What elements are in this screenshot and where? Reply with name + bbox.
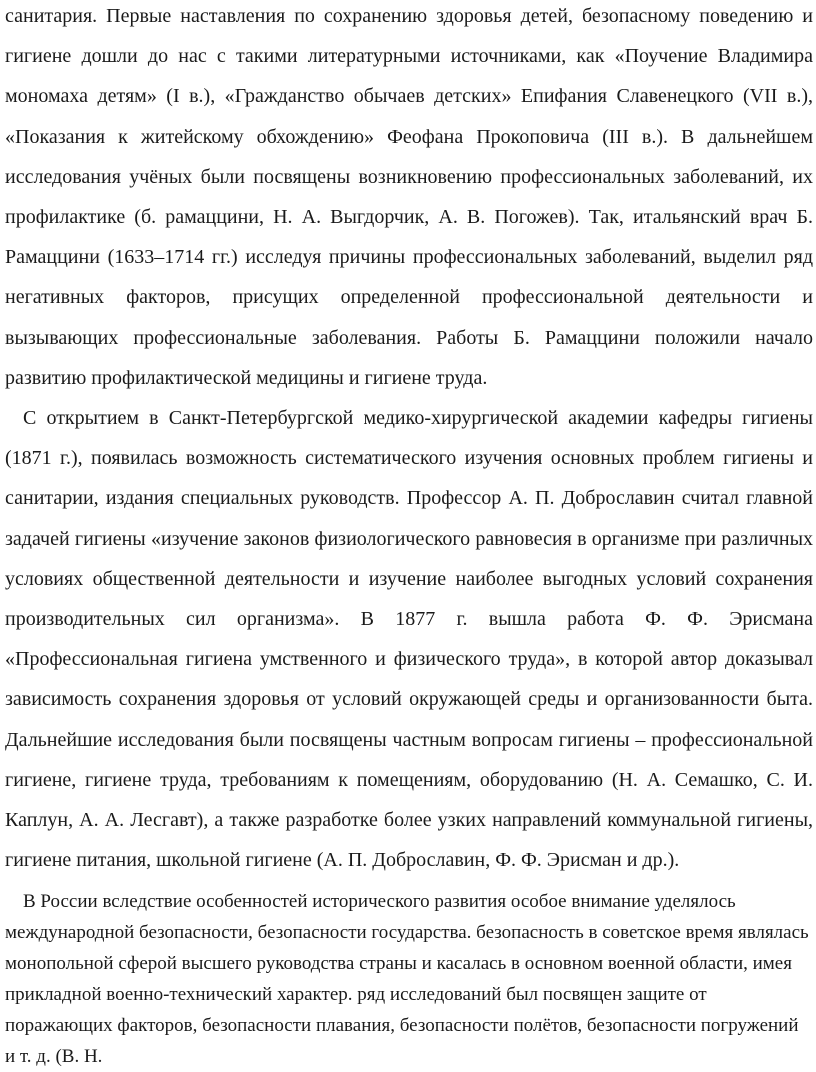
paragraph-safety-in-russia: В России вследствие особенностей исторического развития особое внимание уделялось международной безопасности, безопасности государства. безопасность в советское время являлась монопольной сферой высшего руководства страны и касалась в основном военной области, имея прикладной военно-технический характер. ряд исследований был посвящен защите от поражающих факторов, безопасности плавания, безопасности полётов, безопасности погружений и т. д. (В. Н. bbox=[5, 891, 809, 1068]
paragraph-hygiene-department: С открытием в Санкт-Петербургской медико-хирургической академии кафедры гигиены (1871 г.), появилась возможность систематического изучения основных проблем гигиены и санитарии, издания специальных руководств. Профессор А. П. Доброславин считал главной задачей гигиены «изучение законов физиологического равновесия в организме при различных условиях общественной деятельности и изучение наиболее выгодных условий сохранения производительных сил организма». В 1877 г. вышла работа Ф. Ф. Эрисмана «Профессиональная гигиена умственного и физического труда», в которой автор доказывал зависимость сохранения здоровья от условий окружающей среды и организованности быта. Дальнейшие исследования были посвящены частным вопросам гигиены – профессиональной гигиене, гигиене труда, требованиям к помещениям, оборудованию (Н. А. Семашко, С. И. Каплун, А. А. Лесгавт), а также разработке более узких направлений коммунальной гигиены, гигиене питания, школьной гигиене (А. П. Доброславин, Ф. Ф. Эрисман и др.). bbox=[5, 407, 813, 872]
paragraph-history-of-hygiene: санитария. Первые наставления по сохранению здоровья детей, безопасному поведению и гигиене дошли до нас с такими литературными источниками, как «Поучение Владимира мономаха детям» (I в.), «Гражданство обычаев детских» Епифания Славенецкого (VII в.), «Показания к житейскому обхождению» Феофана Прокоповича (III в.). В дальнейшем исследования учёных были посвящены возникновению профессиональных заболеваний, их профилактике (б. рамаццини, Н. А. Выгдорчик, А. В. Погожев). Так, итальянский врач Б. Рамаццини (1633–1714 гг.) исследуя причины профессиональных заболеваний, выделил ряд негативных факторов, присущих определенной профессиональной деятельности и вызывающих профессиональные заболевания. Работы Б. Рамаццини положили начало развитию профилактической медицины и гигиене труда. bbox=[5, 5, 813, 389]
